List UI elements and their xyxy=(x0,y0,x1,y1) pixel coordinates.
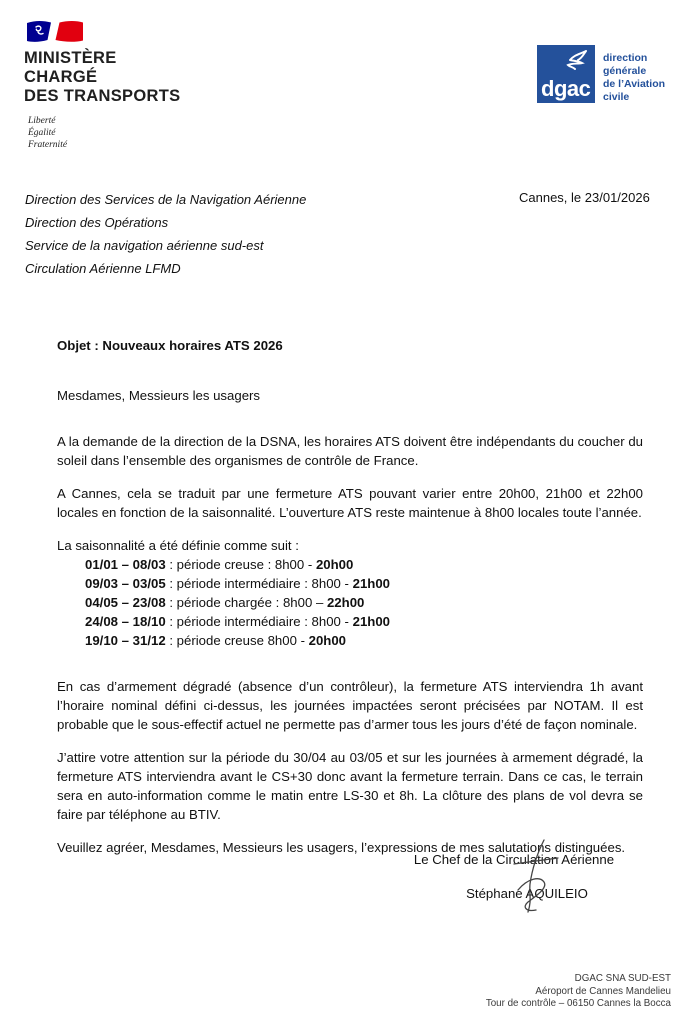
subject-line: Objet : Nouveaux horaires ATS 2026 xyxy=(57,338,283,353)
ministry-name-line: MINISTÈRE xyxy=(24,49,117,67)
schedule-item: 19/10 – 31/12 : période creuse 8h00 - 20h00 xyxy=(85,633,347,648)
dgac-full-name: direction générale de l’Aviation civile xyxy=(603,52,666,103)
french-flag-icon xyxy=(26,20,84,43)
paragraph-1: A la demande de la direction de la DSNA, les horaires ATS doivent être indépendants du coucher du soleil dans l’ensemble des organismes de contrôle de France. xyxy=(57,434,643,468)
signature-block xyxy=(378,852,650,901)
footer-line: DGAC SNA SUD-EST xyxy=(574,973,671,984)
salutation: Mesdames, Messieurs les usagers xyxy=(57,388,261,403)
ministry-name-line: CHARGÉ xyxy=(24,68,98,86)
ministry-name-line: DES TRANSPORTS xyxy=(24,87,181,105)
seasonal-schedule xyxy=(57,536,643,650)
paragraph-4: J’attire votre attention sur la période du 30/04 au 03/05 et sur les journées à armement dégradé, la fermeture ATS interviendra avant le CS+30 donc avant la fermeture terrain. Dans ce cas, le terrain sera en auto-information comme le matin entre LS-30 et 8h. La clôture des plans de vol devra se faire par téléphone au BTIV. xyxy=(57,750,643,822)
signer-name: Stéphane AQUILEIO xyxy=(466,886,588,901)
dgac-logo xyxy=(537,45,665,104)
dgac-acronym: dgac xyxy=(541,76,591,101)
sender-line: Direction des Services de la Navigation Aérienne xyxy=(25,192,307,207)
footer-line: Aéroport de Cannes Mandelieu xyxy=(535,985,671,997)
sender-line: Direction des Opérations xyxy=(25,215,169,230)
signer-title: Le Chef de la Circulation Aérienne xyxy=(413,852,615,867)
dgac-bird-icon xyxy=(558,49,590,73)
schedule-intro: La saisonnalité a été définie comme suit : xyxy=(57,538,299,553)
footer-address xyxy=(486,973,671,1011)
paragraph-3: En cas d’armement dégradé (absence d’un contrôleur), la fermeture ATS interviendra 1h avant l’horaire nominal défini ci-dessus, les journées impactées seront précisées par NOTAM. Il est probable que le sous-effectif actuel ne permette pas d’armer tous les jours d’été de façon nominale. xyxy=(57,679,643,732)
paragraph-5: Veuillez agréer, Mesdames, Messieurs les usagers, l’expressions de mes salutations distinguées. xyxy=(57,840,626,855)
place-and-date: Cannes, le 23/01/2026 xyxy=(519,190,650,205)
republic-motto: Liberté Égalité Fraternité xyxy=(28,116,68,150)
letter-body xyxy=(57,336,643,857)
schedule-item: 24/08 – 18/10 : période intermédiaire : 8h00 - 21h00 xyxy=(85,614,391,629)
footer-line: Tour de contrôle – 06150 Cannes la Bocca xyxy=(485,998,671,1009)
schedule-item: 01/01 – 08/03 : période creuse : 8h00 - 20h00 xyxy=(85,557,354,572)
sender-line: Service de la navigation aérienne sud-est xyxy=(25,238,264,253)
schedule-item: 09/03 – 03/05 : période intermédiaire : 8h00 - 21h00 xyxy=(85,576,391,591)
schedule-item: 04/05 – 23/08 : période chargée : 8h00 – 22h00 xyxy=(85,595,365,610)
ministry-logo xyxy=(24,20,180,151)
paragraph-2: A Cannes, cela se traduit par une fermeture ATS pouvant varier entre 20h00, 21h00 et 22h00 locales en fonction de la saisonnalité. L’ouverture ATS reste maintenue à 8h00 locales toute l’année. xyxy=(57,486,643,520)
sender-block xyxy=(25,188,306,280)
sender-line: Circulation Aérienne LFMD xyxy=(25,261,181,276)
dgac-logo-square xyxy=(537,45,595,103)
